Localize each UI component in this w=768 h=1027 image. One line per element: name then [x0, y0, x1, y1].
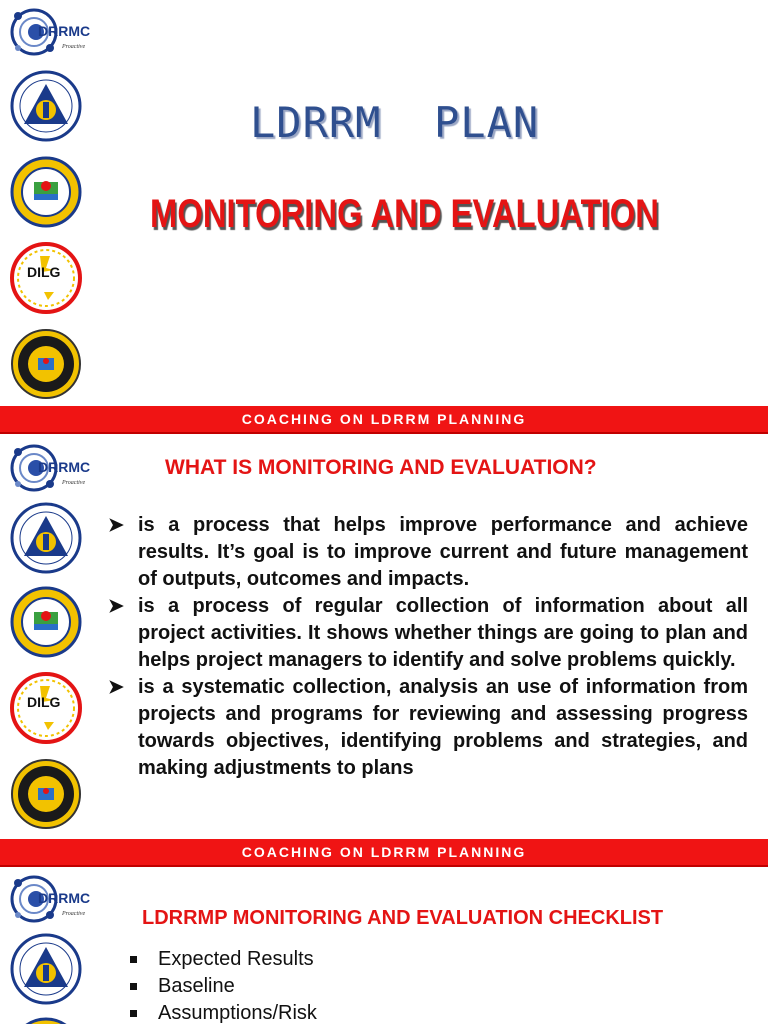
drrmc-logo-tagline: Proactive: [62, 911, 86, 917]
arrow-bullet-icon: ➤: [108, 596, 124, 617]
drrmc-logo-tagline: Proactive: [62, 44, 86, 50]
slide-checklist: [0, 867, 768, 1024]
dilg-logo-text: DILG: [27, 264, 61, 280]
list-item: ➤ is a process of regular collection of information about all project activities. It shows whether things are going to plan and helps project managers to identify and solve problems quickly.: [108, 595, 748, 671]
list-item: Assumptions/Risk: [130, 1000, 317, 1027]
national-defense-seal-icon: [10, 933, 82, 1005]
arrow-bullet-icon: ➤: [108, 677, 124, 698]
footer-band: COACHING ON LDRRM PLANNING: [0, 839, 768, 865]
slide-subtitle: MONITORING AND EVALUATION: [150, 192, 660, 236]
footer-band: COACHING ON LDRRM PLANNING: [0, 406, 768, 432]
checklist: [130, 946, 317, 1027]
sangguniang-seal-icon: [10, 156, 82, 228]
drrmc-logo-text: DRRMC: [38, 459, 91, 475]
sangguniang-seal-icon: [10, 586, 82, 658]
drrmc-logo-text: DRRMC: [38, 23, 91, 39]
drrmc-logo-text: DRRMC: [38, 890, 91, 906]
provincial-seal-icon: [10, 328, 82, 400]
arrow-bullet-icon: ➤: [108, 515, 124, 536]
slide-heading: WHAT IS MONITORING AND EVALUATION?: [165, 456, 597, 479]
list-item: Expected Results: [130, 946, 317, 973]
sangguniang-seal-icon: [10, 1017, 82, 1024]
national-defense-seal-icon: [10, 70, 82, 142]
provincial-seal-icon: [10, 758, 82, 830]
slide-heading: LDRRMP MONITORING AND EVALUATION CHECKLIST: [142, 907, 664, 929]
drrmc-logo-tagline: Proactive: [62, 480, 86, 486]
slide-title: [0, 0, 768, 406]
square-bullet-icon: [130, 956, 137, 963]
list-item: ➤ is a systematic collection, analysis an use of information from projects and programs for reviewing and assessing progress towards objectives, identifying problems and strategies, and making adjustments to plans: [108, 676, 748, 779]
national-defense-seal-icon: [10, 502, 82, 574]
square-bullet-icon: [130, 983, 137, 990]
definition-list: [106, 512, 748, 782]
list-item: Baseline: [130, 973, 317, 1000]
slide-title: LDRRM PLAN: [250, 98, 540, 147]
dilg-logo-text: DILG: [27, 694, 61, 710]
list-item: ➤ is a process that helps improve performance and achieve results. It’s goal is to improve current and future management of outputs, outcomes and impacts.: [108, 514, 748, 590]
square-bullet-icon: [130, 1010, 137, 1017]
